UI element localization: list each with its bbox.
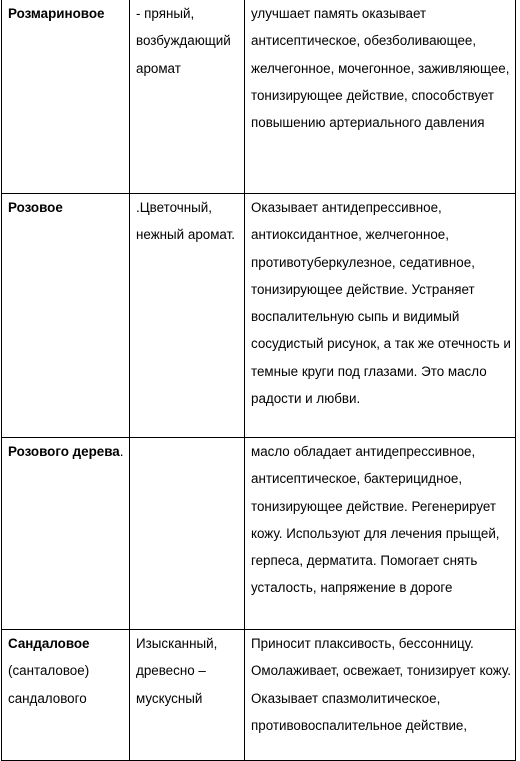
aroma-cell	[130, 438, 245, 630]
aroma-cell: - пряный, возбуждающий аромат	[130, 0, 245, 194]
oil-name-cell	[2, 194, 130, 438]
oil-name-cell	[2, 438, 130, 630]
table-row	[2, 194, 516, 438]
oil-name-punctuation: .	[119, 444, 124, 459]
oil-name: Розовое	[8, 200, 63, 215]
effects-cell: улучшает память оказывает антисептическое, обезболивающее, желчегонное, мочегонное, заживляющее, тонизирующее действие, способствует повышению артериального давления	[245, 0, 516, 194]
aroma-cell: .Цветочный, нежный аромат.	[130, 194, 245, 438]
oil-name-cell	[2, 0, 130, 194]
table-row	[2, 0, 516, 194]
oil-name: Сандаловое	[8, 636, 90, 651]
effects-cell	[245, 194, 516, 438]
table-row	[2, 438, 516, 630]
oil-name: Розмариновое	[8, 6, 105, 21]
oil-name-alt: (санталовое) сандалового	[8, 663, 90, 706]
table-row	[2, 630, 516, 761]
essential-oils-table	[1, 0, 516, 761]
effects-cell: масло обладает антидепрессивное, антисептическое, бактерицидное, тонизирующее действие. Регенерирует кожу. Используют для лечения прыщей, герпеса, дерматита. Помогает снять усталость, напряжение в дороге	[245, 438, 516, 630]
oil-name: Розового дерева	[8, 444, 120, 459]
aroma-cell: Изысканный, древесно – мускусный	[130, 630, 245, 761]
oil-name-cell	[2, 630, 130, 761]
effects-cell: Приносит плаксивость, бессонницу. Омолаживает, освежает, тонизирует кожу. Оказывает спазмолитическое, противовоспалительное действие,	[245, 630, 516, 761]
effects-text: Оказывает антидепрессивное, антиоксидантное, желчегонное, противотуберкулезное, седативное, тонизирующее действие. Устраняет воспалительную сыпь и видимый сосудистый рисунок, а так же отечность и темные круги под глазами. Это масло радости и любви.	[251, 200, 511, 407]
